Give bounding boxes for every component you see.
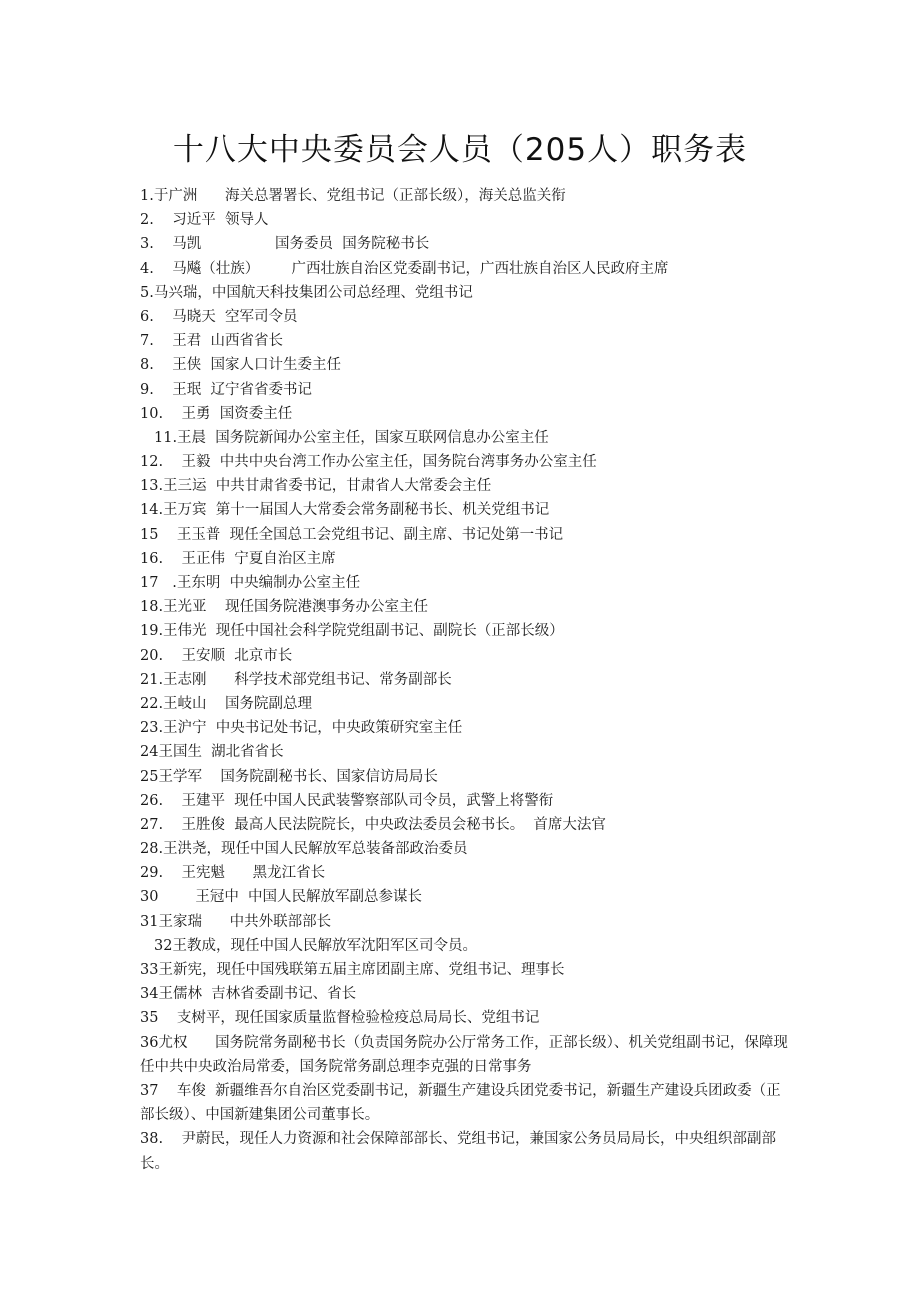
- list-item: 32王教成，现任中国人民解放军沈阳军区司令员。: [154, 937, 477, 954]
- list-item: 28.王洪尧，现任中国人民解放军总装备部政治委员: [140, 841, 468, 858]
- list-item: 36尤权 国务院常务副秘书长（负责国务院办公厅常务工作，正部长级）、机关党组副书记，保障现任中共中央政治局常委，国务院常务副总理李克强的日常事务: [140, 1034, 788, 1075]
- list-item: 6. 马晓天 空军司令员: [140, 308, 298, 325]
- list-item: 8. 王侠 国家人口计生委主任: [140, 357, 341, 374]
- list-item: 9. 王珉 辽宁省省委书记: [140, 381, 312, 398]
- list-item: 21.王志刚 科学技术部党组书记、常务副部长: [140, 671, 452, 688]
- list-item: 13.王三运 中共甘肃省委书记，甘肃省人大常委会主任: [140, 478, 492, 495]
- list-item: 37 车俊 新疆维吾尔自治区党委副书记，新疆生产建设兵团党委书记，新疆生产建设兵团政委（正部长级）、中国新建集团公司董事长。: [140, 1082, 781, 1124]
- list-item: 29. 王宪魁 黑龙江省长: [140, 865, 326, 882]
- list-item: 2. 习近平 领导人: [140, 212, 269, 229]
- list-item: 31王家瑞 中共外联部部长: [140, 913, 332, 930]
- list-item: 16. 王正伟 宁夏自治区主席: [140, 550, 336, 567]
- list-item: 24王国生 湖北省省长: [140, 744, 284, 761]
- list-item: 3. 马凯 国务委员 国务院秘书长: [140, 236, 430, 253]
- list-item: 34王儒林 吉林省委副书记、省长: [140, 986, 357, 1003]
- list-item: 14.王万宾 第十一届国人大常委会常务副秘书长、机关党组书记: [140, 502, 550, 519]
- page-title: 十八大中央委员会人员（205人）职务表: [172, 132, 748, 168]
- list-item: 25王学军 国务院副秘书长、国家信访局局长: [140, 768, 438, 785]
- list-item: 4. 马飚（壮族） 广西壮族自治区党委副书记，广西壮族自治区人民政府主席: [140, 260, 669, 277]
- list-item: 38. 尹蔚民，现任人力资源和社会保障部部长、党组书记，兼国家公务员局局长，中央组织部副部长。: [140, 1131, 776, 1172]
- list-item: 11.王晨 国务院新闻办公室主任，国家互联网信息办公室主任: [154, 429, 549, 446]
- list-item: 1.于广洲 海关总署署长、党组书记（正部长级），海关总监关衔: [140, 188, 566, 204]
- list-item: 35 支树平，现任国家质量监督检验检疫总局局长、党组书记: [140, 1010, 540, 1027]
- list-item: 5.马兴瑞，中国航天科技集团公司总经理、党组书记: [140, 284, 473, 301]
- list-item: 12. 王毅 中共中央台湾工作办公室主任，国务院台湾事务办公室主任: [140, 454, 597, 471]
- list-item: 33王新宪，现任中国残联第五届主席团副主席、党组书记、理事长: [140, 962, 565, 978]
- list-item: 26. 王建平 现任中国人民武装警察部队司令员，武警上将警衔: [140, 792, 554, 809]
- list-item: 18.王光亚 现任国务院港澳事务办公室主任: [140, 599, 428, 616]
- list-item: 23.王沪宁 中央书记处书记，中央政策研究室主任: [140, 720, 463, 737]
- list-item: 10. 王勇 国资委主任: [140, 405, 293, 422]
- list-item: 15 王玉普 现任全国总工会党组书记、副主席、书记处第一书记: [140, 526, 564, 543]
- list-item: 20. 王安顺 北京市长: [140, 647, 293, 664]
- list-item: 7. 王君 山西省省长: [140, 333, 283, 350]
- list-item: 19.王伟光 现任中国社会科学院党组副书记、副院长（正部长级）: [140, 623, 564, 640]
- list-item: 22.王岐山 国务院副总理: [140, 695, 312, 712]
- entry-list: [140, 184, 790, 1176]
- list-item: 27. 王胜俊 最高人民法院院长，中央政法委员会秘书长。 首席大法官: [140, 816, 606, 833]
- list-item: 30 王冠中 中国人民解放军副总参谋长: [140, 889, 423, 906]
- list-item: 17 .王东明 中央编制办公室主任: [140, 575, 361, 591]
